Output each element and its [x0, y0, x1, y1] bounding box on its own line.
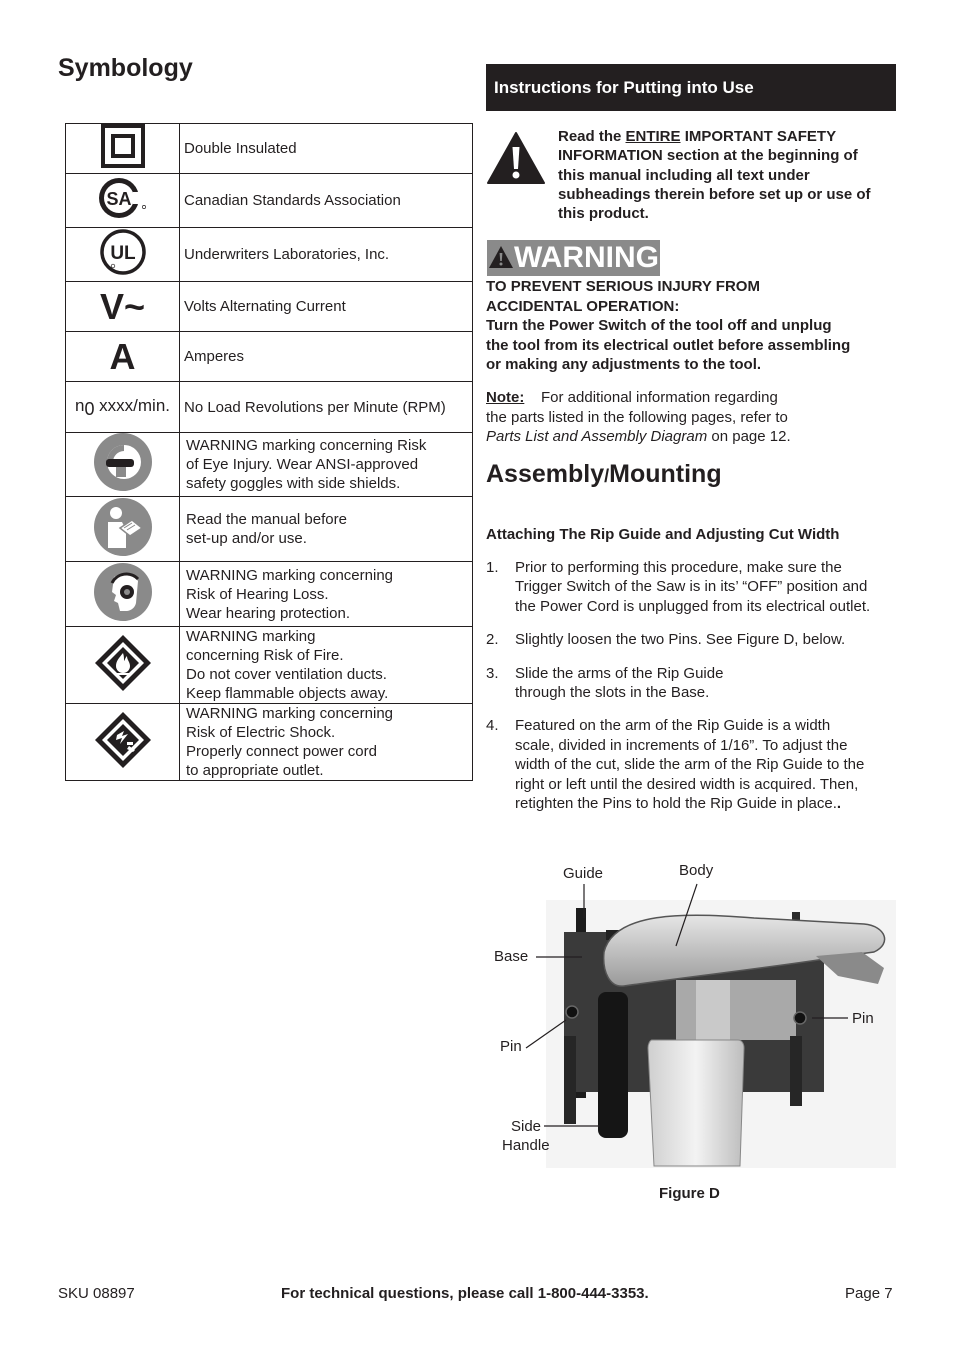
- figure-caption: Figure D: [659, 1185, 720, 1202]
- table-row: [66, 124, 473, 174]
- symbol-description: WARNING marking concerning Risk of Fire. Do not cover ventilation ducts. Keep flammable objects away.: [180, 627, 473, 704]
- note-paragraph: Note: For additional information regarding the parts listed in the following pages, refer to Parts List and Assembly Diagram on page 12.: [486, 389, 791, 445]
- symbol-description: Underwriters Laboratories, Inc.: [180, 228, 473, 282]
- symbol-description: WARNING marking concerning Risk of Electric Shock. Properly connect power cord to appropriate outlet.: [180, 704, 473, 781]
- svg-text:SA: SA: [105, 189, 132, 209]
- read-safety-notice: Read the ENTIRE IMPORTANT SAFETY INFORMATION section at the beginning of this manual including all text under subheadings therein before set up or use of this product.: [558, 128, 871, 223]
- figure-label-handle: Handle: [502, 1137, 550, 1154]
- table-row: [66, 282, 473, 332]
- warning-badge: WARNING: [487, 240, 660, 276]
- assembly-heading: Assembly/Mounting: [486, 460, 722, 488]
- ul-icon: [99, 228, 147, 276]
- table-row: [66, 228, 473, 282]
- symbol-description: WARNING marking concerning Risk of Hearing Loss. Wear hearing protection.: [180, 562, 473, 627]
- figure-label-guide: Guide: [563, 865, 604, 882]
- symbol-description: Canadian Standards Association: [180, 174, 473, 228]
- eye-protection-icon: [94, 433, 152, 491]
- double-insulated-icon: [101, 124, 145, 168]
- read-manual-icon: [94, 498, 152, 556]
- note-label: Note:: [486, 389, 525, 406]
- figure-label-side: Side: [511, 1118, 542, 1135]
- symbol-description: Amperes: [180, 332, 473, 382]
- volts-ac-symbol: V~: [99, 285, 146, 327]
- list-item: 2. Slightly loosen the two Pins. See Figure D, below.: [486, 631, 846, 649]
- table-row: [66, 332, 473, 382]
- csa-icon: [97, 174, 149, 222]
- figure-label-body: Body: [679, 862, 714, 879]
- figure-label-pin-right: Pin: [852, 1010, 874, 1027]
- symbol-description: Double Insulated: [180, 124, 473, 174]
- table-row: [66, 704, 473, 781]
- symbol-description: WARNING marking concerning Risk of Eye Injury. Wear ANSI-approved safety goggles with side shields.: [180, 433, 473, 497]
- warning-text: TO PREVENT SERIOUS INJURY FROM ACCIDENTAL OPERATION: Turn the Power Switch of the tool off and unplug the tool from its electrical outlet before assembling or making any adjustments to the tool.: [486, 278, 851, 373]
- hearing-protection-icon: [94, 563, 152, 621]
- table-row: [66, 382, 473, 433]
- warning-triangle-icon: [488, 245, 514, 269]
- list-item: 1. Prior to performing this procedure, make sure the Trigger Switch of the Saw is in its’ “OFF” position and the Power Cord is unplugged from its electrical outlet.: [486, 559, 871, 615]
- figure-label-pin-left: Pin: [500, 1038, 522, 1055]
- table-row: [66, 433, 473, 497]
- list-item: 4. Featured on the arm of the Rip Guide is a width scale, divided in increments of 1/16”. To adjust the width of the cut, slide the arm of the Rip Guide to the right or left until the desired width is acquired. Then, retighten the Pins to hold the Rip Guide in place..: [486, 717, 865, 813]
- figure-d-saw-photo: [486, 860, 898, 1180]
- amperes-symbol: A: [109, 335, 136, 377]
- list-item: 3. Slide the arms of the Rip Guide through the slots in the Base.: [486, 664, 724, 702]
- svg-text:UL: UL: [109, 243, 136, 264]
- figure-label-base: Base: [494, 948, 529, 965]
- symbol-description: Volts Alternating Current: [180, 282, 473, 332]
- rpm-symbol: $n_0$ xxxx/min.: [74, 395, 171, 419]
- footer-support-phone: For technical questions, please call 1-800-444-3353.: [281, 1285, 649, 1302]
- footer-page-number: Page 7: [845, 1285, 893, 1302]
- fire-hazard-icon: [93, 633, 153, 693]
- symbol-description: Read the manual before set-up and/or use.: [180, 497, 473, 562]
- table-row: [66, 174, 473, 228]
- symbol-description: No Load Revolutions per Minute (RPM): [180, 382, 473, 433]
- procedure-subheading: Attaching The Rip Guide and Adjusting Cut Width: [486, 526, 840, 543]
- symbology-table: [65, 123, 473, 781]
- footer-sku: SKU 08897: [58, 1285, 135, 1302]
- caution-triangle-icon: [486, 131, 546, 185]
- procedure-steps: [486, 558, 898, 827]
- electric-shock-icon: [93, 710, 153, 770]
- table-row: [66, 497, 473, 562]
- section-header-bar: Instructions for Putting into Use: [486, 64, 896, 111]
- table-row: [66, 562, 473, 627]
- symbology-title: Symbology: [58, 54, 193, 82]
- table-row: [66, 627, 473, 704]
